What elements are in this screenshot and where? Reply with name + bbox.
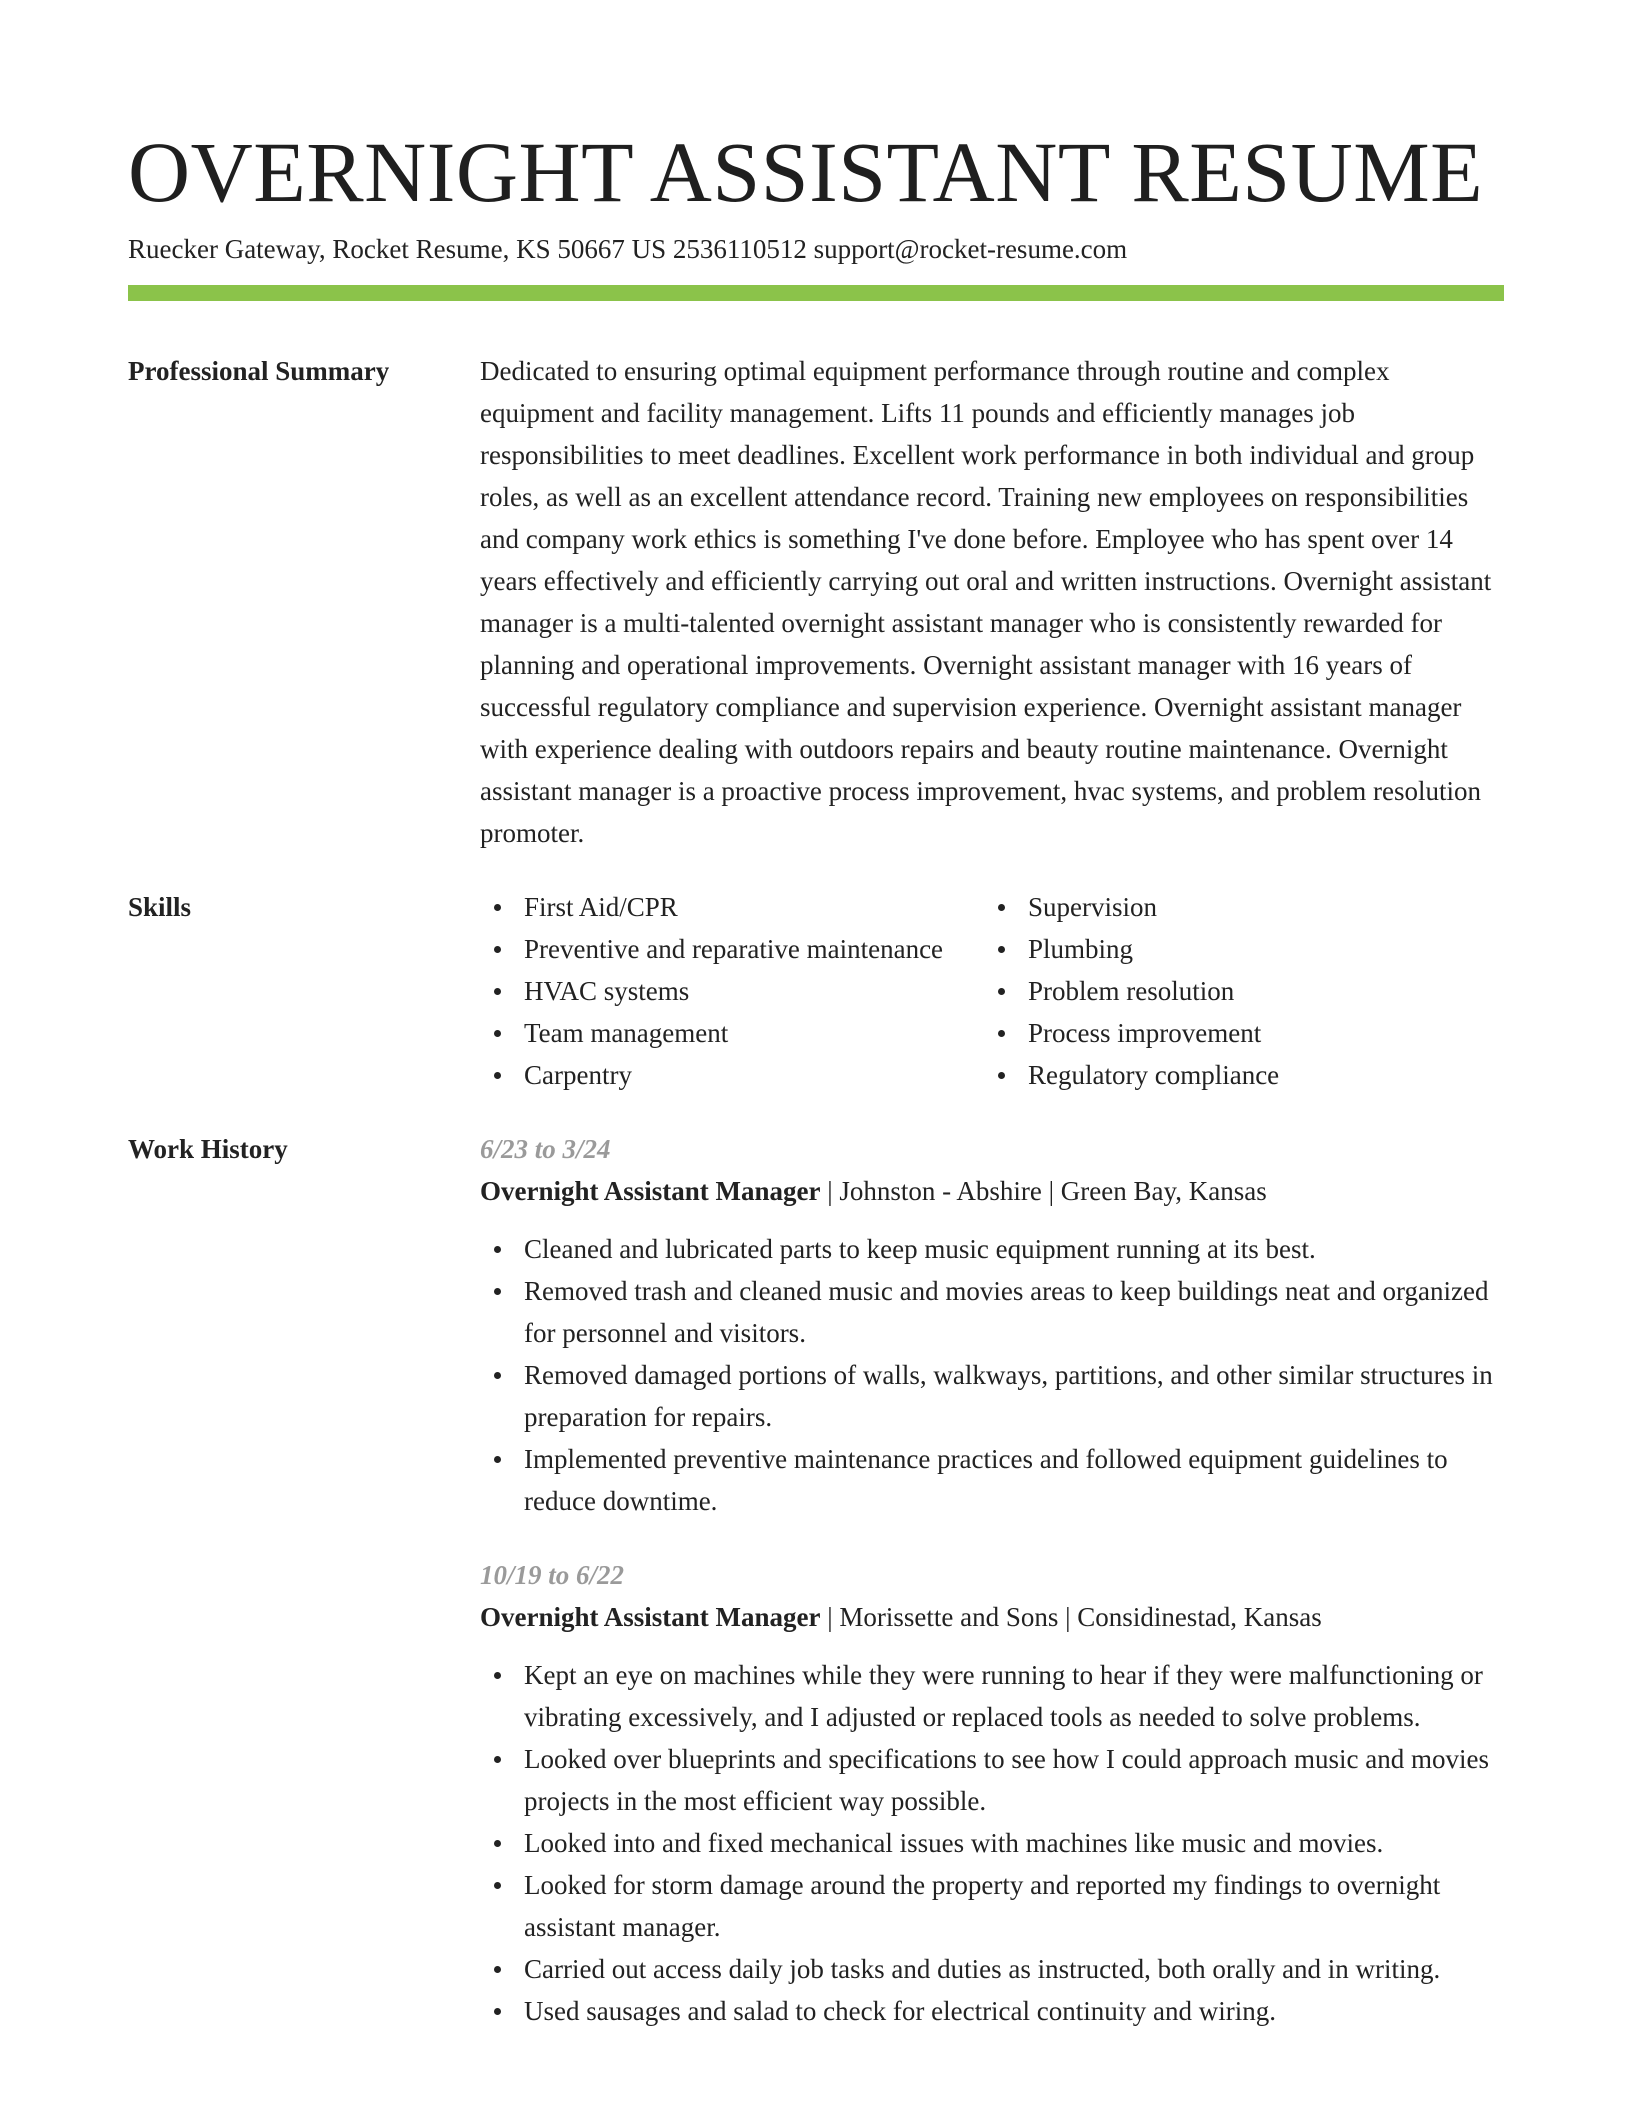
work-history-heading: Work History	[128, 1134, 288, 1164]
job-entry	[480, 1128, 1504, 1522]
job-title: Overnight Assistant Manager	[480, 1602, 821, 1632]
skill-item: Process improvement	[984, 1012, 1279, 1054]
accent-divider	[128, 285, 1504, 301]
job-bullet: Carried out access daily job tasks and duties as instructed, both orally and in writing.	[480, 1948, 1504, 1990]
skill-item: HVAC systems	[480, 970, 943, 1012]
job-bullet: Looked over blueprints and specifications to see how I could approach music and movies projects in the most efficient way possible.	[480, 1738, 1504, 1822]
job-dates: 6/23 to 3/24	[480, 1134, 611, 1164]
skills-list-left	[480, 886, 943, 1096]
job-dates: 10/19 to 6/22	[480, 1560, 625, 1590]
skills-heading: Skills	[128, 892, 192, 922]
job-bullet: Removed trash and cleaned music and movies areas to keep buildings neat and organized for personnel and visitors.	[480, 1270, 1504, 1354]
skill-item: Plumbing	[984, 928, 1279, 970]
job-heading	[480, 1170, 1504, 1212]
skill-item: Problem resolution	[984, 970, 1279, 1012]
job-bullet: Implemented preventive maintenance practices and followed equipment guidelines to reduce downtime.	[480, 1438, 1504, 1522]
skill-item: First Aid/CPR	[480, 886, 943, 928]
job-employer-location: | Johnston - Abshire | Green Bay, Kansas	[820, 1176, 1267, 1206]
summary-heading: Professional Summary	[128, 356, 390, 386]
work-history-body	[480, 1128, 1504, 2032]
job-bullet: Looked for storm damage around the property and reported my findings to overnight assistant manager.	[480, 1864, 1504, 1948]
summary-body	[480, 350, 1504, 854]
job-bullet: Used sausages and salad to check for electrical continuity and wiring.	[480, 1990, 1504, 2032]
skill-item: Supervision	[984, 886, 1279, 928]
job-bullets	[480, 1228, 1504, 1522]
contact-line: Ruecker Gateway, Rocket Resume, KS 50667 US 2536110512 support@rocket-resume.com	[128, 234, 1128, 264]
job-bullets	[480, 1654, 1504, 2032]
job-title: Overnight Assistant Manager	[480, 1176, 821, 1206]
resume-title: OVERNIGHT ASSISTANT RESUME	[128, 124, 1484, 220]
job-heading	[480, 1596, 1504, 1638]
skill-item: Preventive and reparative maintenance	[480, 928, 943, 970]
job-bullet: Cleaned and lubricated parts to keep music equipment running at its best.	[480, 1228, 1504, 1270]
job-employer-location: | Morissette and Sons | Considinestad, Kansas	[820, 1602, 1322, 1632]
job-bullet: Kept an eye on machines while they were running to hear if they were malfunctioning or vibrating excessively, and I adjusted or replaced tools as needed to solve problems.	[480, 1654, 1504, 1738]
skill-item: Team management	[480, 1012, 943, 1054]
job-entry	[480, 1554, 1504, 2032]
skill-item: Regulatory compliance	[984, 1054, 1279, 1096]
job-bullet: Removed damaged portions of walls, walkways, partitions, and other similar structures in preparation for repairs.	[480, 1354, 1504, 1438]
skills-list-right	[984, 886, 1279, 1096]
job-bullet: Looked into and fixed mechanical issues with machines like music and movies.	[480, 1822, 1504, 1864]
summary-text: Dedicated to ensuring optimal equipment performance through routine and complex equipment and facility management. Lifts 11 pounds and efficiently manages job responsibilities to meet deadlines. Excellent work performance in both individual and group roles, as well as an excellent attendance record. Training new employees on responsibilities and company work ethics is something I've done before. Employee who has spent over 14 years effectively and efficiently carrying out oral and written instructions. Overnight assistant manager is a multi-talented overnight assistant manager who is consistently rewarded for planning and operational improvements. Overnight assistant manager with 16 years of successful regulatory compliance and supervision experience. Overnight assistant manager with experience dealing with outdoors repairs and beauty routine maintenance. Overnight assistant manager is a proactive process improvement, hvac systems, and problem resolution promoter.	[480, 356, 1492, 848]
skill-item: Carpentry	[480, 1054, 943, 1096]
